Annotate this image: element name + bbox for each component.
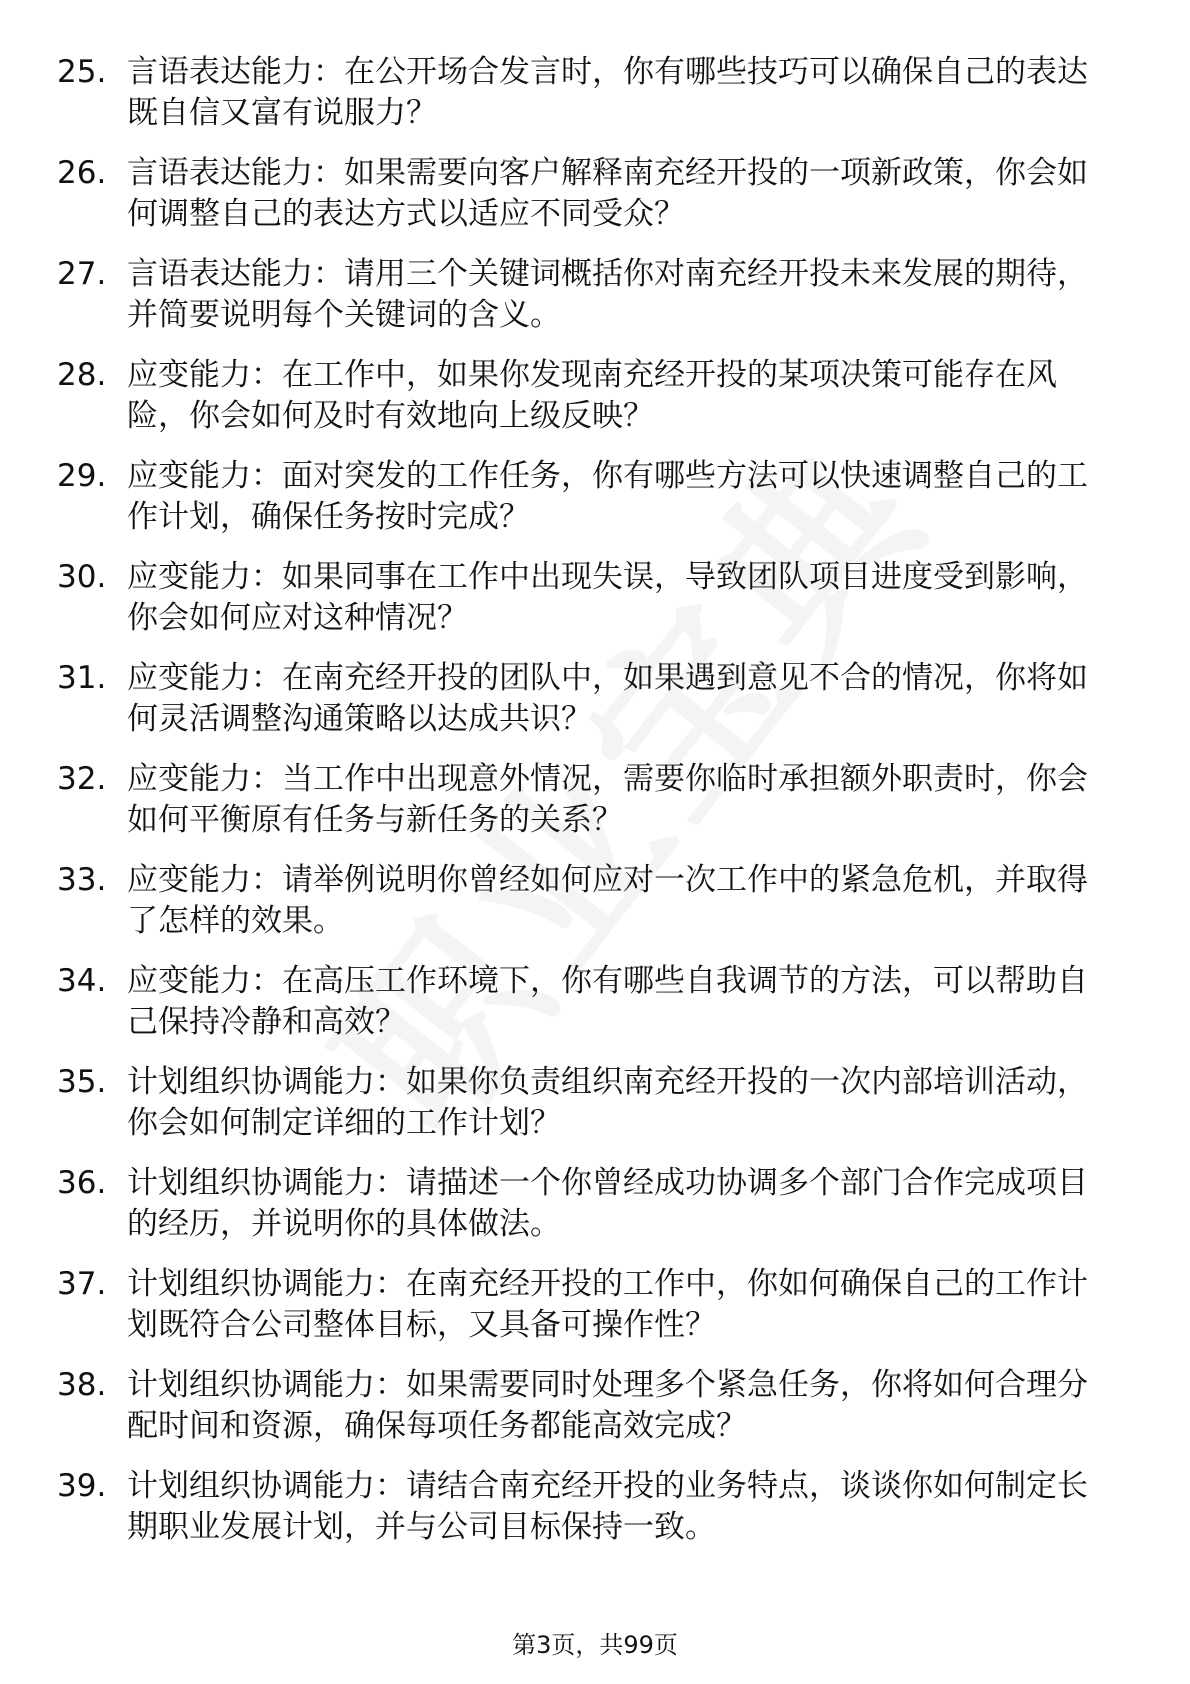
question-item: [57, 1466, 1117, 1548]
question-item: [57, 456, 1117, 538]
question-number: 38.: [57, 1367, 107, 1403]
question-text: 应变能力：面对突发的工作任务，你有哪些方法可以快速调整自己的工作计划，确保任务按时完成？: [127, 458, 1088, 535]
question-item: [57, 658, 1117, 740]
question-item: [57, 860, 1117, 942]
page-footer: 第3页，共99页: [512, 1631, 678, 1659]
question-item: [57, 557, 1117, 639]
question-text: 计划组织协调能力：请描述一个你曾经成功协调多个部门合作完成项目的经历，并说明你的具体做法。: [127, 1165, 1088, 1242]
question-item: [57, 1163, 1117, 1245]
question-number: 37.: [57, 1266, 107, 1302]
question-text: 言语表达能力：如果需要向客户解释南充经开投的一项新政策，你会如何调整自己的表达方式以适应不同受众？: [127, 155, 1088, 232]
question-text: 计划组织协调能力：请结合南充经开投的业务特点，谈谈你如何制定长期职业发展计划，并与公司目标保持一致。: [127, 1468, 1088, 1545]
question-number: 36.: [57, 1165, 107, 1201]
question-text: 计划组织协调能力：在南充经开投的工作中，你如何确保自己的工作计划既符合公司整体目标，又具备可操作性？: [127, 1266, 1088, 1343]
question-text: 应变能力：在南充经开投的团队中，如果遇到意见不合的情况，你将如何灵活调整沟通策略以达成共识？: [127, 660, 1088, 737]
question-number: 35.: [57, 1064, 107, 1100]
question-text: 应变能力：在高压工作环境下，你有哪些自我调节的方法，可以帮助自己保持冷静和高效？: [127, 963, 1088, 1040]
question-item: [57, 254, 1117, 336]
question-item: [57, 1365, 1117, 1447]
question-text: 应变能力：请举例说明你曾经如何应对一次工作中的紧急危机，并取得了怎样的效果。: [127, 862, 1088, 939]
question-number: 39.: [57, 1468, 107, 1504]
question-item: [57, 1062, 1117, 1144]
question-item: [57, 759, 1117, 841]
question-number: 32.: [57, 761, 107, 797]
question-list: [57, 52, 1117, 1567]
question-number: 26.: [57, 155, 107, 191]
question-number: 25.: [57, 54, 107, 90]
question-text: 言语表达能力：请用三个关键词概括你对南充经开投未来发展的期待，并简要说明每个关键词的含义。: [127, 256, 1088, 333]
question-text: 计划组织协调能力：如果你负责组织南充经开投的一次内部培训活动，你会如何制定详细的工作计划？: [127, 1064, 1088, 1141]
question-item: [57, 153, 1117, 235]
question-number: 30.: [57, 559, 107, 595]
question-number: 29.: [57, 458, 107, 494]
question-number: 34.: [57, 963, 107, 999]
question-number: 27.: [57, 256, 107, 292]
question-number: 31.: [57, 660, 107, 696]
question-text: 计划组织协调能力：如果需要同时处理多个紧急任务，你将如何合理分配时间和资源，确保每项任务都能高效完成？: [127, 1367, 1088, 1444]
question-item: [57, 52, 1117, 134]
question-text: 应变能力：如果同事在工作中出现失误，导致团队项目进度受到影响，你会如何应对这种情况？: [127, 559, 1088, 636]
question-text: 言语表达能力：在公开场合发言时，你有哪些技巧可以确保自己的表达既自信又富有说服力？: [127, 54, 1088, 131]
question-item: [57, 961, 1117, 1043]
question-number: 33.: [57, 862, 107, 898]
question-text: 应变能力：在工作中，如果你发现南充经开投的某项决策可能存在风险，你会如何及时有效地向上级反映？: [127, 357, 1057, 434]
question-number: 28.: [57, 357, 107, 393]
question-text: 应变能力：当工作中出现意外情况，需要你临时承担额外职责时，你会如何平衡原有任务与新任务的关系？: [127, 761, 1088, 838]
question-item: [57, 355, 1117, 437]
question-item: [57, 1264, 1117, 1346]
